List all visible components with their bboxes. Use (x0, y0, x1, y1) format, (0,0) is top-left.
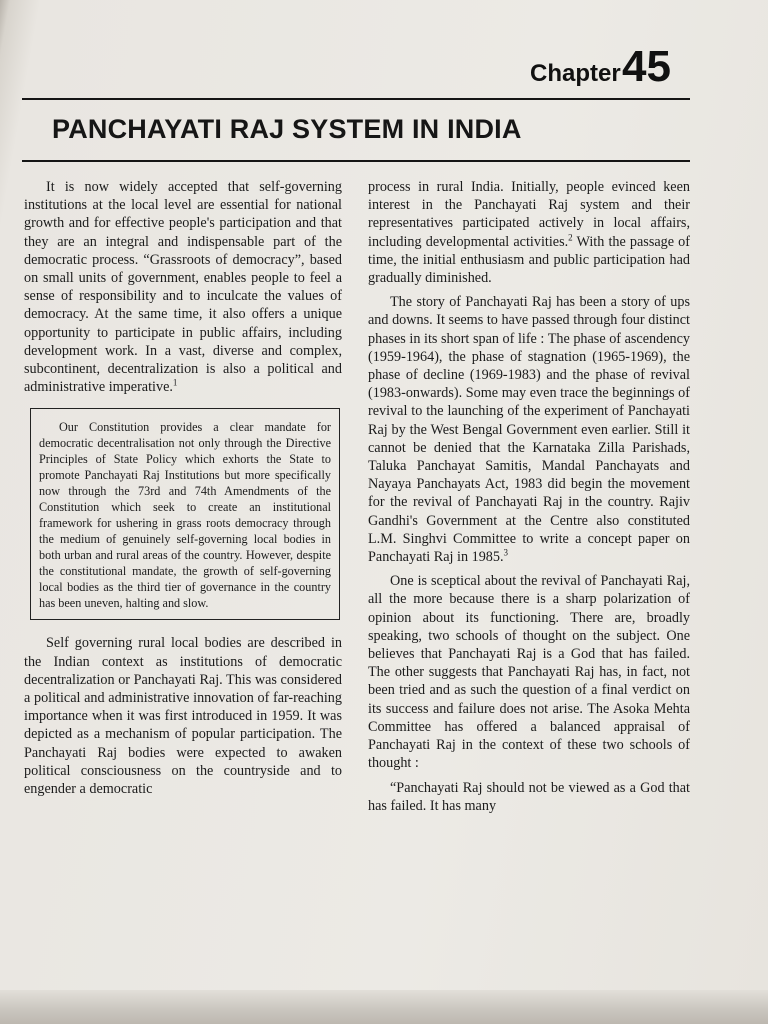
intro-paragraph: It is now widely accepted that self-governing institutions at the local level are essential for national growth and for effective people's participation and that they are an integral and indispensable part of the democratic process. “Grassroots of democracy”, based on small units of government, enables people to feel a sense of responsibility and to inculcate the values of democracy. At the same time, it also offers a unique opportunity to participate in public affairs, including development work. In a vast, diverse and complex, subcontinent, decentralization is also a political and administrative imperative.$^1$ (24, 179, 342, 396)
footnote-marker: 2 (568, 231, 573, 242)
boxed-note-text: Our Constitution provides a clear mandate for democratic decentralisation not only through the Directive Principles of State Policy which exhorts the State to promote Panchayati Raj Institutions but more specifically now through the 73rd and 74th Amendments of the Constitution which seek to create an institutional framework for ushering in grass roots democracy through the medium of genuinely self-governing local bodies in both urban and rural areas of the country. However, despite the constitutional mandate, the growth of self-governing local bodies as the third tier of governance in the country has been uneven, halting and slow. (39, 420, 331, 611)
left-paragraph-2: Self governing rural local bodies are described in the Indian context as institutions of democratic decentralization or Panchayati Raj. This was considered a political and administrative innovation of far-reaching importance when it was first introduced in 1959. It was depicted as a mechanism of popular participation. The Panchayati Raj bodies were expected to awaken political consciousness on the countryside and to engender a democratic (24, 635, 342, 798)
chapter-title: PANCHAYATI RAJ SYSTEM IN INDIA (52, 114, 522, 144)
footnote-marker: 1 (172, 377, 178, 388)
title-bottom-rule (22, 160, 690, 162)
right-paragraph-3: One is sceptical about the revival of Panchayati Raj, all the more because there is a sharp polarization of opinion about its functioning. There are, broadly speaking, two schools of thought on the subject. One believes that Panchayati Raj is a God that has failed. The other suggests that Panchayati Raj has, in fact, not been tried and as such the question of a final verdict on its success and failure does not arise. The Asoka Mehta Committee has offered a balanced appraisal of Panchayati Raj in the context of these two schools of thought : (368, 573, 690, 772)
right-paragraph-1: process in rural India. Initially, people evinced keen interest in the Panchayati Raj system and their representatives participated actively in local affairs, including developmental activities.$^2$ With the passage of time, the initial enthusiasm and public participation had gradually diminished. (368, 179, 690, 287)
footnote-marker: 3 (503, 547, 509, 558)
chapter-word: Chapter (530, 60, 621, 87)
right-column (368, 178, 690, 815)
title-top-rule (22, 98, 690, 100)
chapter-number: 45 (622, 42, 671, 91)
right-paragraph-2: The story of Panchayati Raj has been a story of ups and downs. It seems to have passed through four distinct phases in its short span of life : The phase of ascendency (1959-1964), the phase of stagnation (1965-1969), the phase of decline (1969-1983) and the phase of revival (1983-onwards). Some may even trace the beginnings of revival to the launching of the experiment of Panchayati Raj by the West Bengal Government even earlier. Still it cannot be denied that the Karnataka Zilla Parishads, Taluka Panchayat Samitis, Mandal Panchayats and Nayaya Panchayats Act, 1983 did begin the movement for the revival of Panchayati Raj in the country. Rajiv Gandhi's Government at the Centre also constituted L.M. Singhvi Committee to write a concept paper on Panchayati Raj in 1985.$^3$ (368, 294, 690, 566)
boxed-note (30, 408, 340, 620)
left-column (24, 178, 342, 798)
right-paragraph-4: “Panchayati Raj should not be viewed as a God that has failed. It has many (368, 779, 690, 814)
page-bottom-edge (0, 990, 768, 1024)
